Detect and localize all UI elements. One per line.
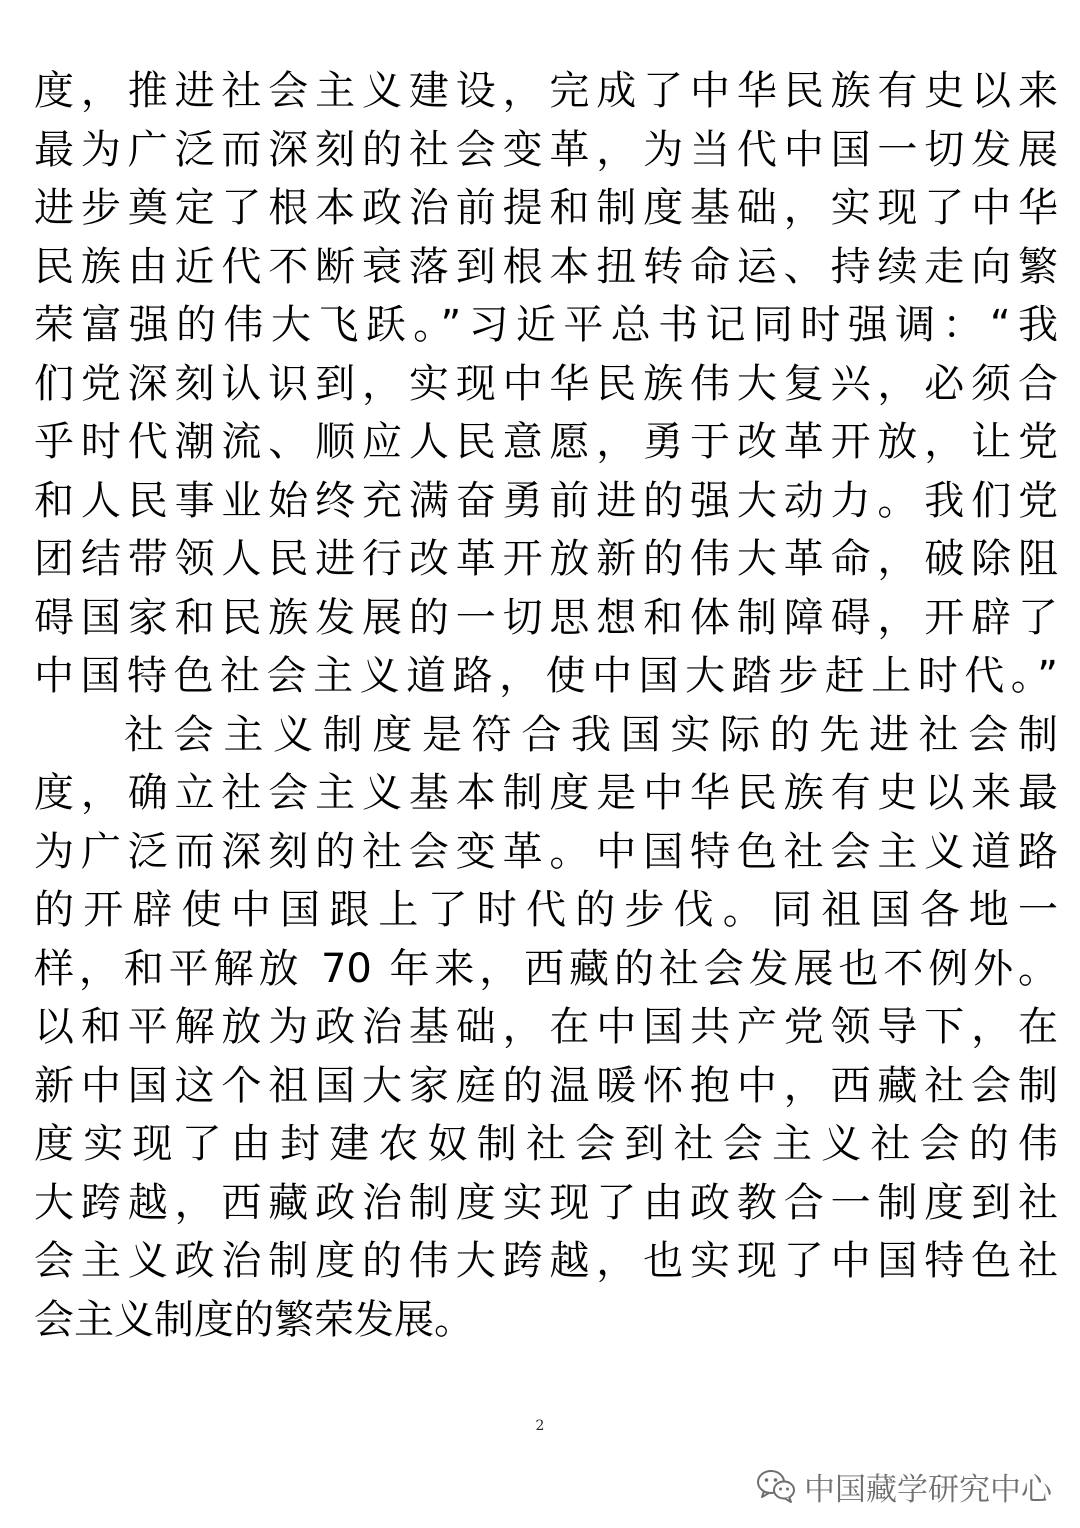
text-line: 度实现了由封建农奴制社会到社会主义社会的伟 (34, 1121, 1058, 1167)
text-line: 们党深刻认识到，实现中华民族伟大复兴，必须合 (34, 360, 1058, 407)
text-line: 度，确立社会主义基本制度是中华民族有史以来最 (34, 770, 1058, 816)
wechat-icon (756, 1468, 796, 1504)
text-line: 为广泛而深刻的社会变革。中国特色社会主义道路 (34, 828, 1058, 875)
text-line: 荣富强的伟大飞跃。”习近平总书记同时强调：“我 (34, 302, 1058, 348)
text-line: 会主义政治制度的伟大跨越，也实现了中国特色社 (34, 1238, 1058, 1284)
text-line: 中国特色社会主义道路，使中国大踏步赶上时代。” (34, 653, 1058, 699)
text-line: 乎时代潮流、顺应人民意愿，勇于改革开放，让党 (34, 419, 1058, 465)
text-line: 会主义制度的繁荣发展。 (34, 1296, 474, 1343)
text-line: 和人民事业始终充满奋勇前进的强大动力。我们党 (34, 477, 1058, 524)
text-line: 的开辟使中国跟上了时代的步伐。同祖国各地一 (34, 887, 1058, 933)
text-line: 碍国家和民族发展的一切思想和体制障碍，开辟了 (34, 594, 1058, 641)
body-text (34, 62, 1058, 1349)
text-line: 样，和平解放 70 年来，西藏的社会发展也不例外。 (34, 945, 1058, 992)
text-line: 度，推进社会主义建设，完成了中华民族有史以来 (34, 68, 1058, 114)
watermark (756, 1462, 1052, 1510)
text-line: 进步奠定了根本政治前提和制度基础，实现了中华 (34, 185, 1058, 231)
text-line: 以和平解放为政治基础，在中国共产党领导下，在 (34, 1004, 1058, 1050)
paragraph-start-line: 社会主义制度是符合我国实际的先进社会制 (124, 711, 1058, 758)
text-line: 团结带领人民进行改革开放新的伟大革命，破除阻 (34, 536, 1058, 582)
text-line: 大跨越，西藏政治制度实现了由政教合一制度到社 (34, 1179, 1058, 1226)
watermark-text: 中国藏学研究中心 (804, 1471, 1052, 1508)
text-line: 民族由近代不断衰落到根本扭转命运、持续走向繁 (34, 243, 1058, 290)
page-number: 2 (535, 1418, 545, 1434)
text-line: 最为广泛而深刻的社会变革，为当代中国一切发展 (34, 126, 1058, 173)
text-line: 新中国这个祖国大家庭的温暖怀抱中，西藏社会制 (34, 1062, 1058, 1109)
